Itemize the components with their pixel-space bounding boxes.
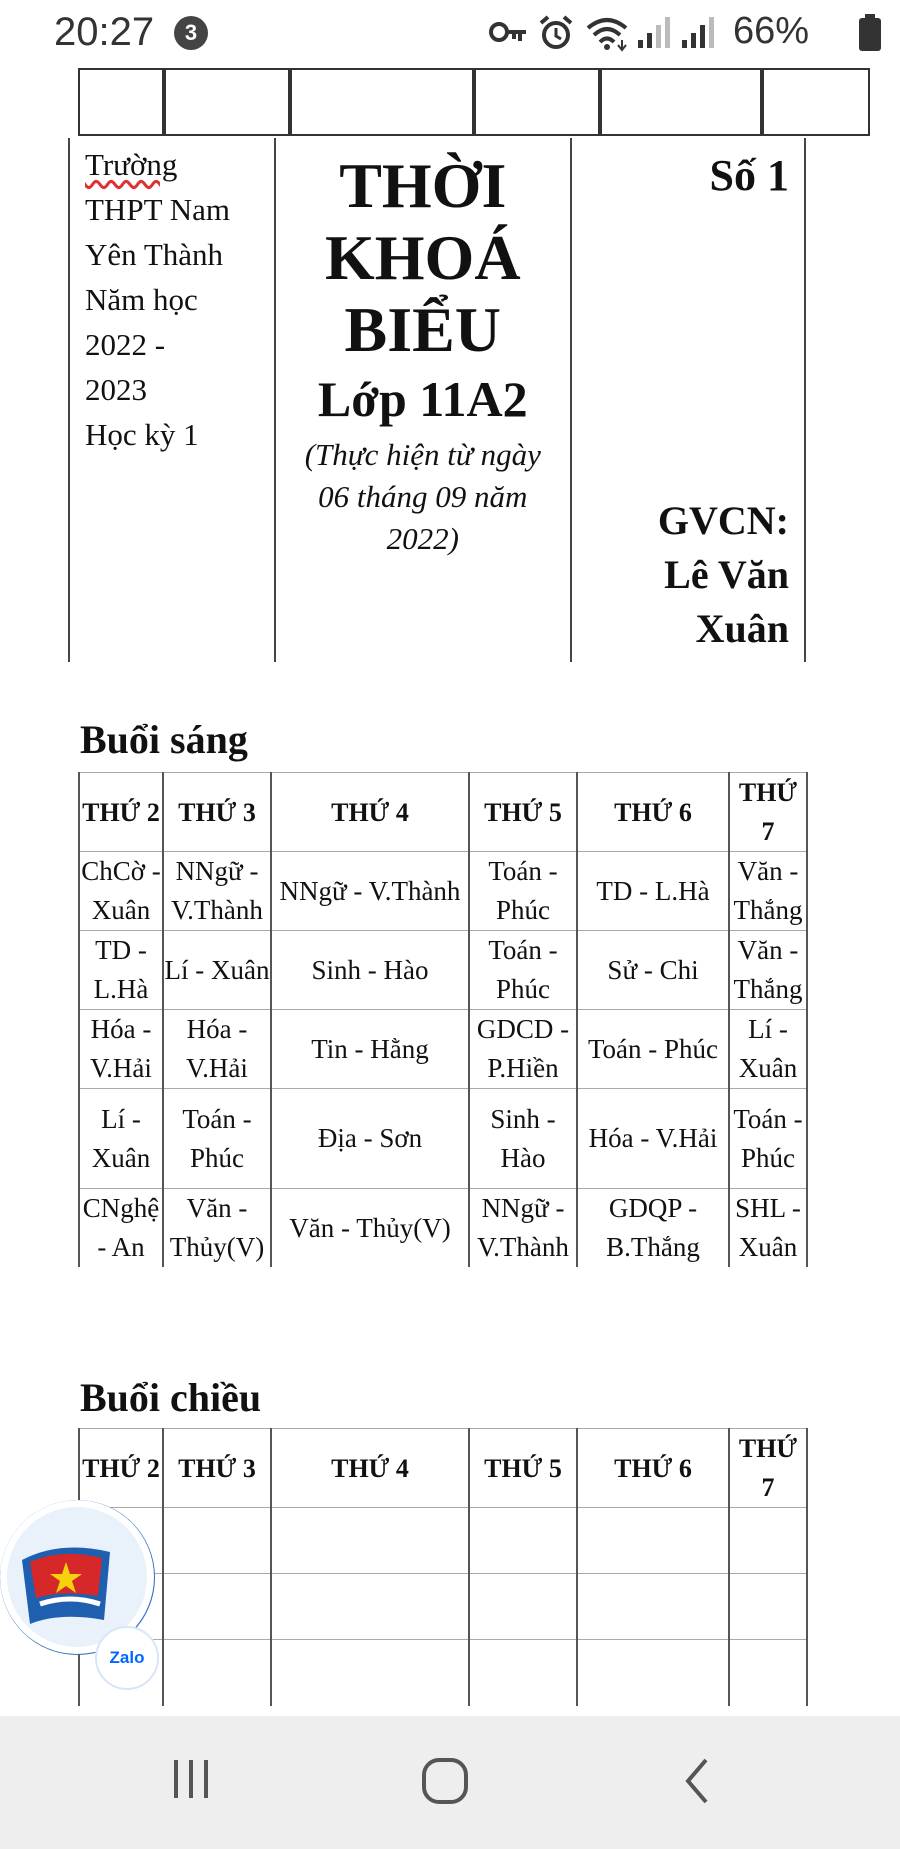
table-row [79, 1574, 807, 1640]
column-header: THỨ 2 [79, 1429, 163, 1508]
table-cell: Toán - Phúc [469, 931, 577, 1010]
column-header: THỨ 3 [163, 1429, 271, 1508]
table-cell: Sử - Chi [577, 931, 729, 1010]
title-block [275, 138, 571, 662]
battery-icon [858, 14, 882, 52]
table-cell: SHL - Xuân [729, 1189, 807, 1268]
column-header: THỨ 7 [729, 773, 807, 852]
table-cell: GDQP - B.Thắng [577, 1189, 729, 1268]
class-name: Lớp 11A2 [317, 371, 528, 427]
morning-schedule-table [78, 772, 808, 1267]
table-cell: GDCD - P.Hiền [469, 1010, 577, 1089]
table-row [79, 1010, 807, 1089]
table-cell: Văn - Thắng [729, 931, 807, 1010]
table-cell: Tin - Hằng [271, 1010, 469, 1089]
table-cell: Toán - Phúc [469, 852, 577, 931]
school-line: 2023 [85, 372, 147, 407]
column-header: THỨ 5 [469, 1429, 577, 1508]
notification-count-badge: 3 [174, 16, 208, 50]
table-row [79, 1189, 807, 1268]
table-row [79, 1508, 807, 1574]
column-header: THỨ 6 [577, 1429, 729, 1508]
table-cell: Lí - Xuân [79, 1089, 163, 1189]
timetable-header [68, 138, 806, 662]
table-cell: CNghệ - An [79, 1189, 163, 1268]
title-line: THỜI [339, 150, 507, 221]
table-cell: ChCờ - Xuân [79, 852, 163, 931]
table-row [79, 1640, 807, 1706]
title-line: BIỂU [344, 294, 502, 365]
document-number: Số 1 [709, 151, 789, 200]
school-line: 2022 - [85, 327, 166, 362]
table-row [79, 931, 807, 1010]
table-cell: Sinh - Hào [469, 1089, 577, 1189]
table-cell: Lí - Xuân [163, 931, 271, 1010]
table-cell: Văn - Thủy(V) [271, 1189, 469, 1268]
column-header: THỨ 2 [79, 773, 163, 852]
top-empty-grid [78, 68, 870, 136]
school-line: Học kỳ 1 [85, 417, 199, 452]
table-cell: NNgữ - V.Thành [163, 852, 271, 931]
morning-heading: Buổi sáng [80, 717, 248, 762]
navigation-bar [0, 1716, 900, 1849]
table-row [79, 1089, 807, 1189]
recent-apps-icon[interactable] [168, 1756, 214, 1802]
table-cell: Văn - Thắng [729, 852, 807, 931]
homeroom-teacher [639, 494, 789, 656]
signal-icon-2 [680, 14, 716, 50]
school-info [69, 138, 275, 662]
table-cell: Địa - Sơn [271, 1089, 469, 1189]
column-header: THỨ 3 [163, 773, 271, 852]
table-cell: TD - L.Hà [79, 931, 163, 1010]
table-cell: Toán - Phúc [729, 1089, 807, 1189]
column-header: THỨ 5 [469, 773, 577, 852]
column-header: THỨ 4 [271, 1429, 469, 1508]
table-row [79, 852, 807, 931]
school-line: Năm học [85, 282, 198, 317]
back-icon[interactable] [678, 1756, 718, 1806]
table-cell: Hóa - V.Hải [79, 1010, 163, 1089]
zalo-badge[interactable]: Zalo [95, 1626, 159, 1690]
table-cell: Hóa - V.Hải [577, 1089, 729, 1189]
table-cell: NNgữ - V.Thành [469, 1189, 577, 1268]
table-cell: Toán - Phúc [163, 1089, 271, 1189]
table-cell: Hóa - V.Hải [163, 1010, 271, 1089]
battery-percentage: 66% [733, 10, 810, 52]
alarm-icon [538, 14, 574, 52]
status-bar [0, 0, 900, 66]
table-cell: NNgữ - V.Thành [271, 852, 469, 931]
signal-icon [636, 14, 672, 50]
school-line: Yên Thành [85, 237, 224, 272]
status-time: 20:27 [54, 10, 155, 54]
column-header: THỨ 6 [577, 773, 729, 852]
document-view[interactable] [0, 66, 900, 1716]
column-header: THỨ 4 [271, 773, 469, 852]
column-header: THỨ 7 [729, 1429, 807, 1508]
table-cell: Sinh - Hào [271, 931, 469, 1010]
wifi-icon [584, 14, 630, 52]
title-line: KHOÁ [324, 222, 521, 293]
table-cell: Văn - Thủy(V) [163, 1189, 271, 1268]
table-cell: Toán - Phúc [577, 1010, 729, 1089]
gvcn-name: Lê Văn Xuân [664, 552, 789, 651]
afternoon-schedule-table [78, 1428, 808, 1706]
table-cell: Lí - Xuân [729, 1010, 807, 1089]
table-cell: TD - L.Hà [577, 852, 729, 931]
teacher-block [571, 138, 805, 662]
school-line: THPT Nam [85, 192, 230, 227]
key-icon [488, 14, 528, 50]
gvcn-label: GVCN: [657, 498, 789, 543]
status-icons [480, 0, 900, 66]
school-word: Trường [85, 147, 178, 182]
date-note: (Thực hiện từ ngày 06 tháng 09 năm 2022) [304, 437, 541, 556]
home-icon[interactable] [420, 1756, 470, 1806]
afternoon-heading: Buổi chiều [80, 1375, 262, 1420]
